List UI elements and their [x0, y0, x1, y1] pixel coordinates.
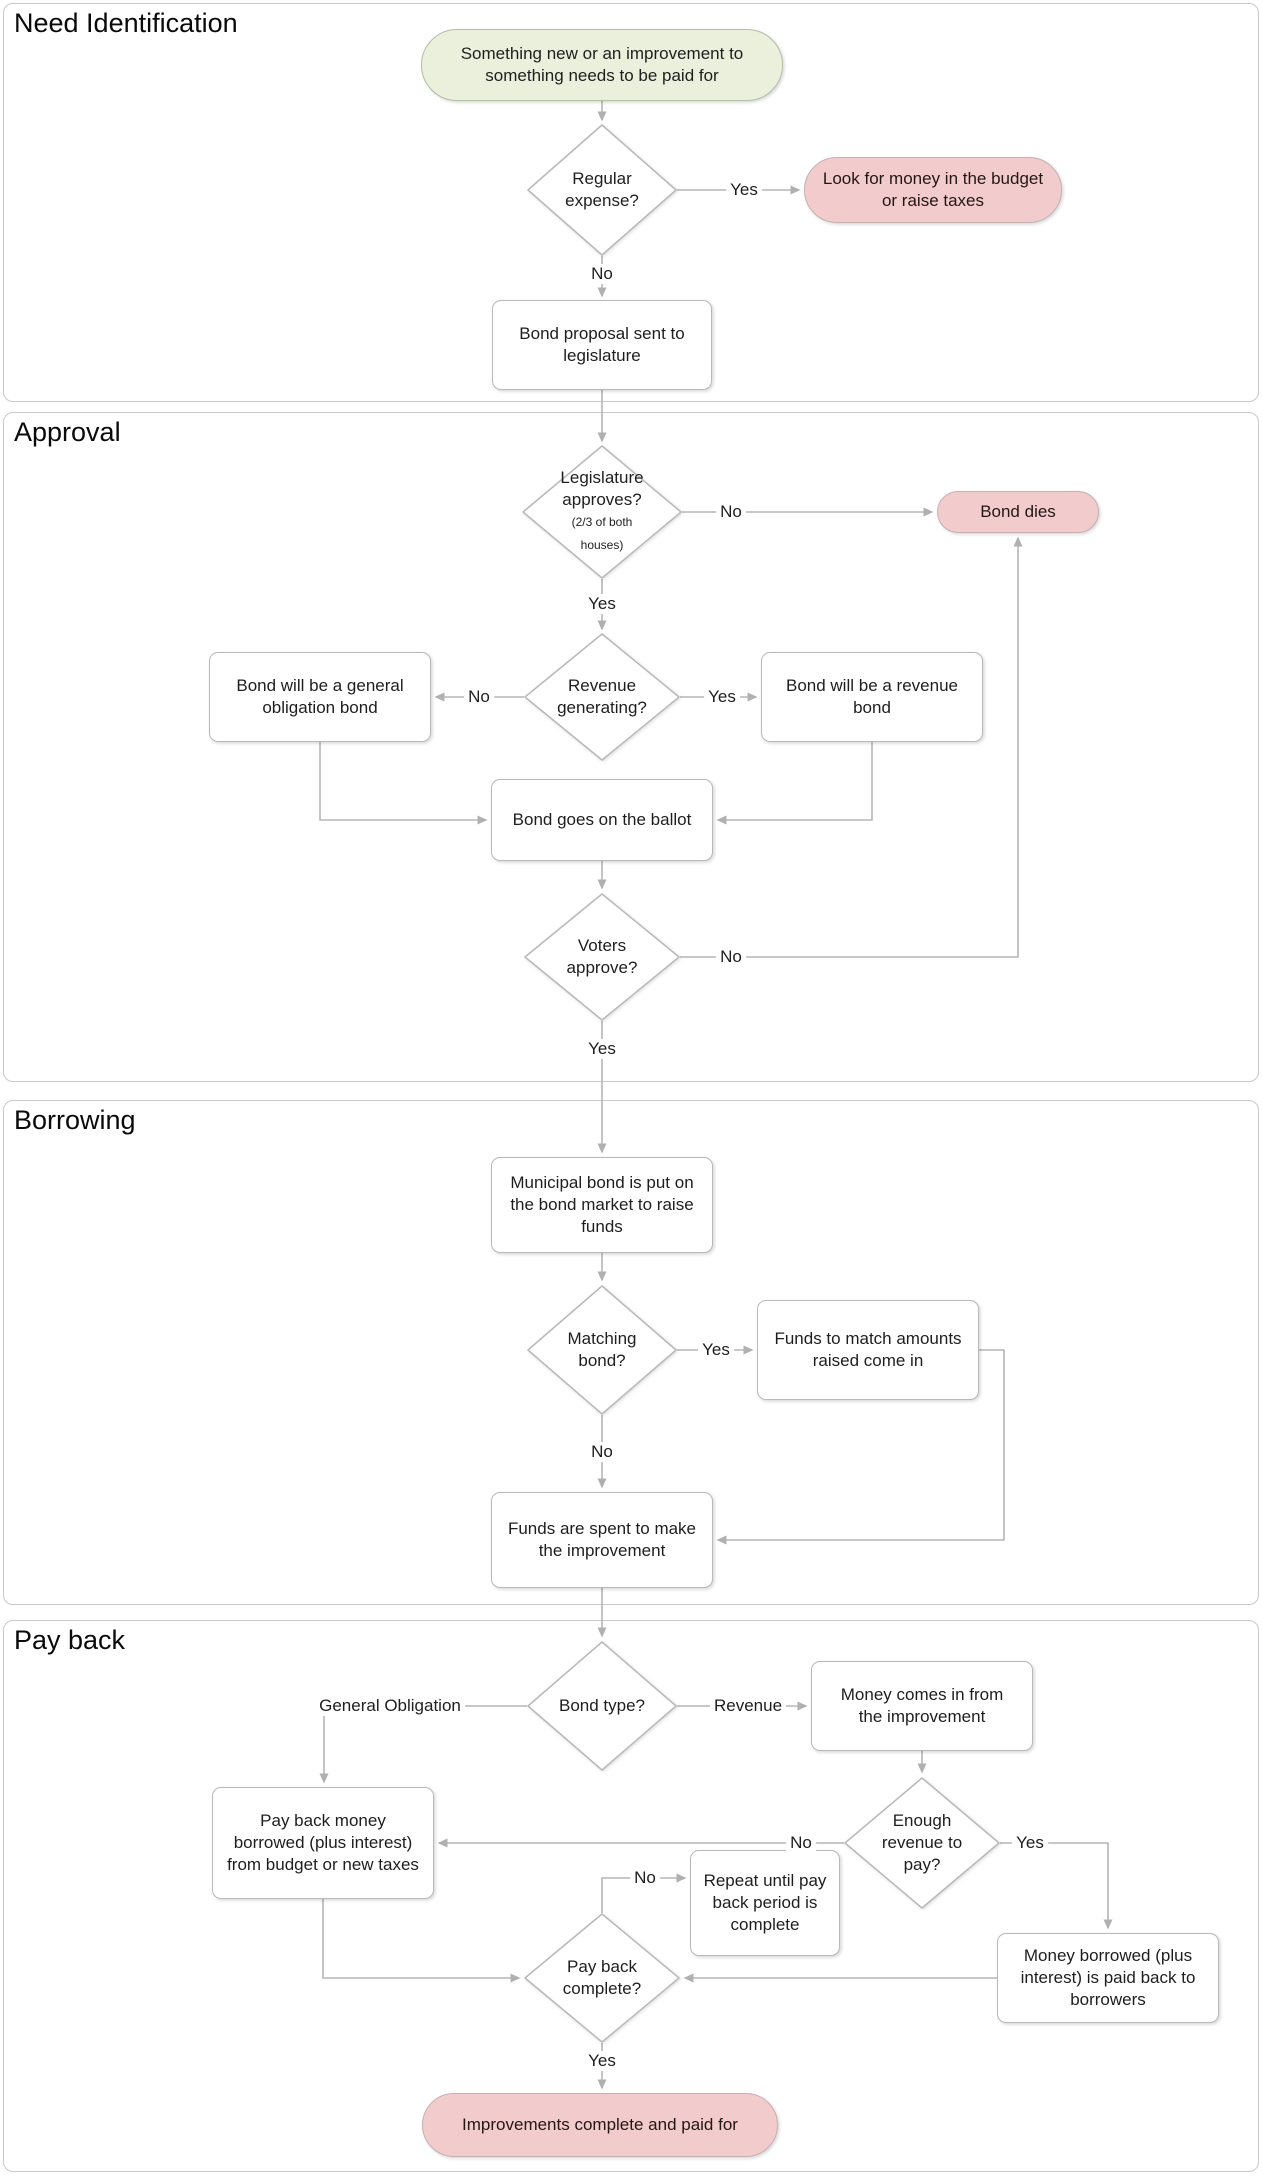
node-label: Bond type?	[558, 1696, 645, 1716]
node-p_paidback	[997, 1933, 1219, 2023]
section-title: Borrowing	[14, 1105, 136, 1135]
node-label: Legislature approves? (2/3 of both houses)	[541, 467, 663, 556]
node-p_market	[491, 1157, 713, 1253]
node-d_legislature	[522, 445, 682, 579]
edge-label-e8: Yes	[704, 687, 740, 707]
edge-label-e19: General Obligation	[315, 1696, 465, 1716]
node-p_repeat	[690, 1850, 840, 1956]
edge-d_bondtype-to-p_payback	[324, 1706, 527, 1782]
edge-p_gobond-to-p_ballot	[320, 742, 486, 820]
node-label: Funds are spent to make the improvement	[507, 1519, 697, 1560]
node-d_done	[524, 1913, 680, 2043]
node-label: Repeat until pay back period is complete	[703, 1871, 827, 1934]
node-t_dies	[937, 491, 1099, 533]
node-p_spent	[491, 1492, 713, 1588]
node-p_revbond	[761, 652, 983, 742]
section-title: Pay back	[14, 1625, 126, 1655]
node-label: Regular expense?	[565, 169, 639, 210]
node-t_budget	[804, 157, 1062, 223]
edge-label-e26: No	[630, 1868, 660, 1888]
node-label: Voters approve?	[566, 936, 638, 977]
node-label: Pay back money borrowed (plus interest) from budget or new taxes	[227, 1811, 419, 1874]
node-label: Revenue generating?	[557, 676, 647, 717]
node-label: Money borrowed (plus interest) is paid back to borrowers	[1020, 1946, 1196, 2009]
edge-label-e6: Yes	[584, 594, 620, 614]
node-d_matching	[527, 1285, 677, 1415]
node-label: Funds to match amounts raised come in	[774, 1329, 962, 1370]
node-label: Bond dies	[980, 502, 1056, 522]
node-label: Bond will be a general obligation bond	[236, 676, 404, 717]
edge-label-e2: Yes	[726, 180, 762, 200]
node-p_payback	[212, 1787, 434, 1899]
node-label: Look for money in the budget or raise taxes	[822, 169, 1044, 210]
edge-d_enough-to-p_paidback	[1000, 1843, 1108, 1928]
edge-label-e23: Yes	[1012, 1833, 1048, 1853]
section-title: Need Identification	[14, 8, 238, 38]
node-label: Enough revenue to pay?	[881, 1811, 963, 1874]
node-label: Pay back complete?	[562, 1957, 642, 1998]
node-d_revgen	[524, 633, 680, 761]
edge-label-e7: No	[464, 687, 494, 707]
node-d_bondtype	[527, 1641, 677, 1771]
edge-label-e5: No	[716, 502, 746, 522]
node-label: Improvements complete and paid for	[462, 2115, 738, 2135]
node-label: Bond goes on the ballot	[512, 810, 692, 830]
node-p_gobond	[209, 652, 431, 742]
edge-d_voters-to-t_dies	[680, 538, 1018, 957]
edge-label-e3: No	[587, 264, 617, 284]
node-t_complete	[422, 2093, 778, 2157]
node-label: Money comes in from the improvement	[840, 1685, 1004, 1726]
edge-label-e12: No	[716, 947, 746, 967]
edge-label-e20: Revenue	[710, 1696, 786, 1716]
node-d_regular	[527, 124, 677, 256]
edge-label-e22: No	[786, 1833, 816, 1853]
edge-label-e27: Yes	[584, 2051, 620, 2071]
node-p_moneyin	[811, 1661, 1033, 1751]
node-label: Municipal bond is put on the bond market to raise funds	[510, 1173, 694, 1236]
node-p_proposal	[492, 300, 712, 390]
edge-label-e16: No	[587, 1442, 617, 1462]
node-start	[421, 29, 783, 101]
node-d_voters	[524, 893, 680, 1021]
node-label: Bond proposal sent to legislature	[519, 324, 685, 365]
node-sublabel: (2/3 of both houses)	[571, 514, 633, 552]
edge-label-e15: Yes	[698, 1340, 734, 1360]
edge-p_payback-to-d_done	[323, 1899, 519, 1978]
node-label: Something new or an improvement to something needs to be paid for	[460, 44, 744, 85]
node-p_ballot	[491, 779, 713, 861]
edge-p_revbond-to-p_ballot	[718, 742, 872, 820]
node-label: Bond will be a revenue bond	[785, 676, 958, 717]
node-p_matchfunds	[757, 1300, 979, 1400]
node-label: Matching bond?	[567, 1329, 637, 1370]
section-title: Approval	[14, 417, 121, 447]
edge-label-e13: Yes	[584, 1039, 620, 1059]
node-d_enough	[844, 1777, 1000, 1909]
